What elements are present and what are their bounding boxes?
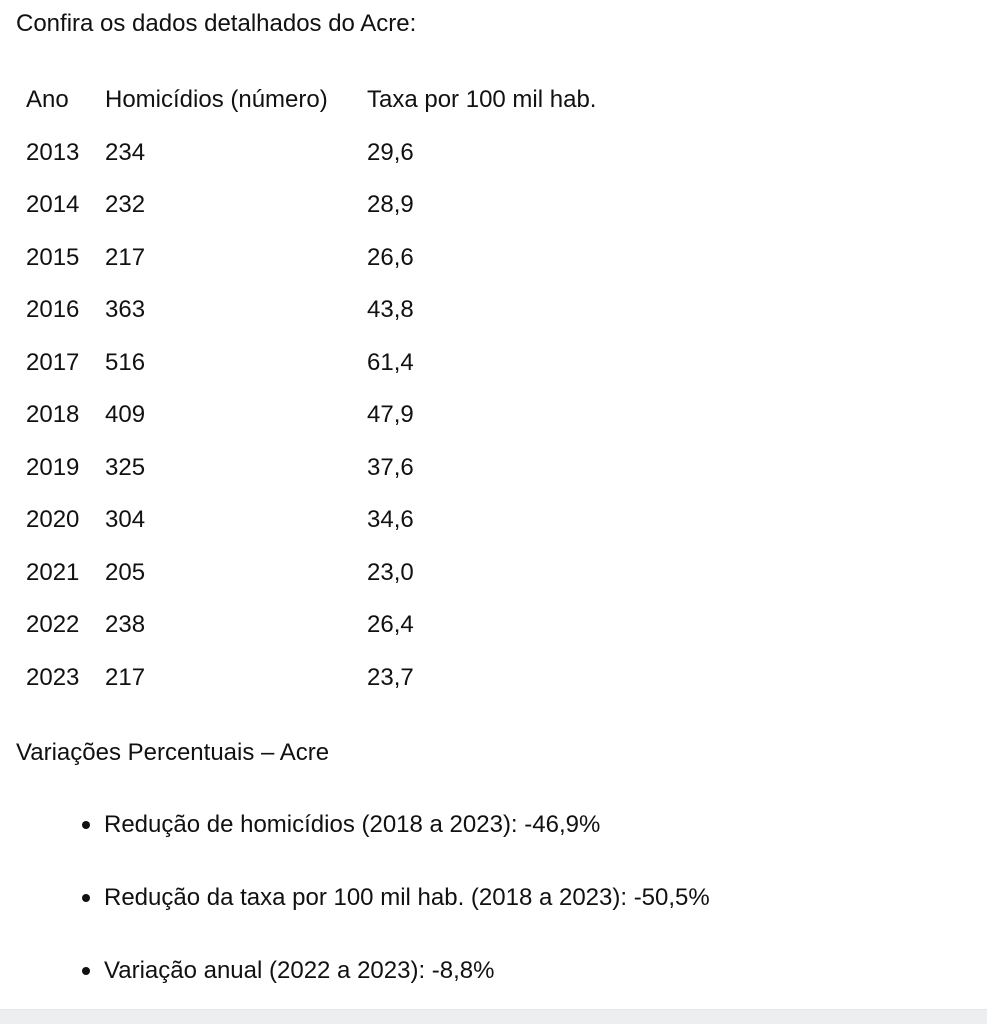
homicides-cell: 232 [105, 191, 146, 219]
rate-cell: 37,6 [367, 453, 414, 481]
table-row [26, 599, 627, 652]
rate-cell: 47,9 [367, 401, 414, 429]
variation-text: Variação anual (2022 a 2023): -8,8% [104, 957, 495, 984]
rate-cell: 43,8 [367, 296, 414, 324]
year-cell: 2015 [26, 243, 80, 271]
rate-cell: 29,6 [367, 138, 414, 166]
intro-text: Confira os dados detalhados do Acre: [16, 10, 417, 37]
rate-cell: 34,6 [367, 506, 414, 534]
list-item [82, 808, 710, 881]
year-cell: 2014 [26, 191, 80, 219]
variations-heading: Variações Percentuais – Acre [16, 739, 330, 766]
bullet-icon [82, 894, 90, 902]
homicides-cell: 363 [105, 296, 146, 324]
rate-cell: 23,7 [367, 663, 414, 691]
homicides-cell: 325 [105, 453, 146, 481]
table-header-row [26, 74, 627, 127]
year-cell: 2016 [26, 296, 80, 324]
table-row [26, 652, 627, 705]
homicide-data-table [26, 74, 627, 704]
homicides-cell: 238 [105, 611, 146, 639]
table-row [26, 389, 627, 442]
bullet-icon [82, 821, 90, 829]
table-row [26, 179, 627, 232]
table-row [26, 442, 627, 495]
homicides-cell: 516 [105, 348, 146, 376]
column-header-ano: Ano [26, 86, 69, 114]
rate-cell: 26,6 [367, 243, 414, 271]
bullet-icon [82, 967, 90, 975]
homicides-cell: 205 [105, 558, 146, 586]
homicides-cell: 217 [105, 243, 146, 271]
table-row [26, 547, 627, 600]
table-row [26, 337, 627, 390]
year-cell: 2023 [26, 663, 80, 691]
table-row [26, 494, 627, 547]
year-cell: 2021 [26, 558, 80, 586]
rate-cell: 61,4 [367, 348, 414, 376]
column-header-homicidios: Homicídios (número) [105, 86, 328, 114]
rate-cell: 23,0 [367, 558, 414, 586]
homicides-cell: 409 [105, 401, 146, 429]
rate-cell: 26,4 [367, 611, 414, 639]
bottom-bar [0, 1009, 987, 1024]
year-cell: 2017 [26, 348, 80, 376]
homicides-cell: 217 [105, 663, 146, 691]
homicides-cell: 234 [105, 138, 146, 166]
table-row [26, 232, 627, 285]
year-cell: 2018 [26, 401, 80, 429]
year-cell: 2020 [26, 506, 80, 534]
rate-cell: 28,9 [367, 191, 414, 219]
table-row [26, 284, 627, 337]
variation-text: Redução da taxa por 100 mil hab. (2018 a 2023): -50,5% [104, 884, 710, 911]
year-cell: 2013 [26, 138, 80, 166]
variation-text: Redução de homicídios (2018 a 2023): -46,9% [104, 811, 601, 838]
year-cell: 2019 [26, 453, 80, 481]
variations-list [82, 808, 710, 1027]
homicides-cell: 304 [105, 506, 146, 534]
table-row [26, 127, 627, 180]
column-header-taxa: Taxa por 100 mil hab. [367, 86, 597, 114]
list-item [82, 881, 710, 954]
year-cell: 2022 [26, 611, 80, 639]
